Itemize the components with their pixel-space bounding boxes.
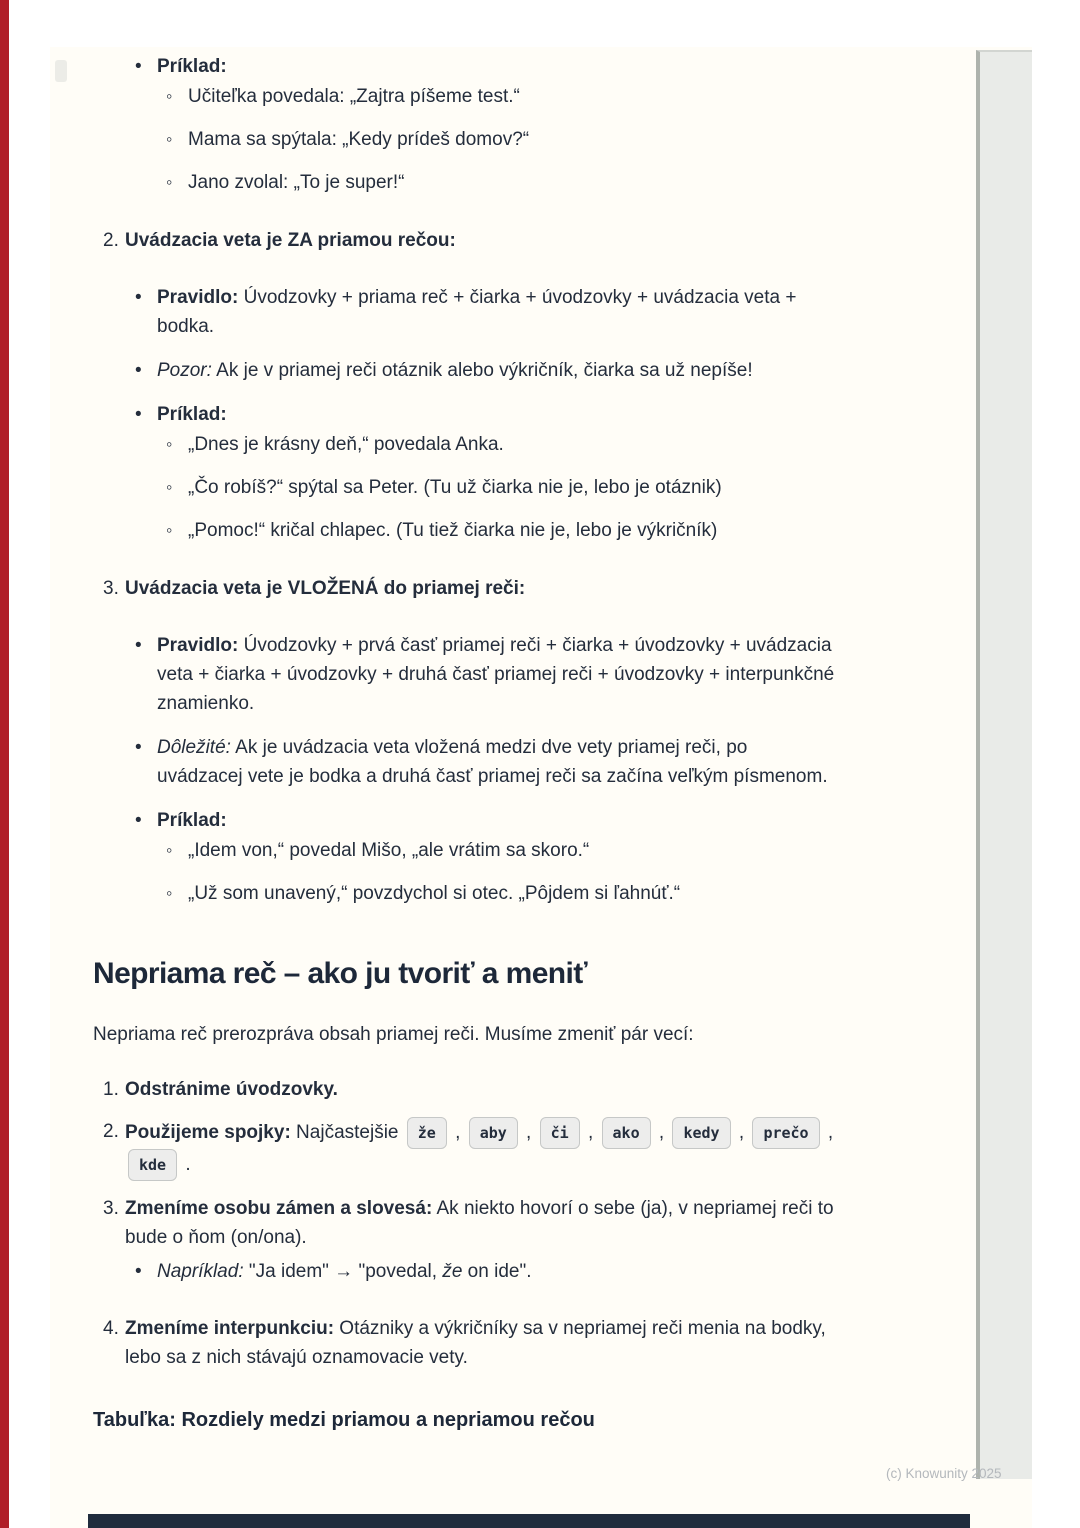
conjunction-badge: kedy	[672, 1117, 730, 1149]
text-segment: „Čo robíš?“ spýtal sa Peter. (Tu už čiarka nie je, lebo je otáznik)	[188, 477, 722, 498]
sub-bullet-item	[93, 473, 838, 502]
bullet-marker: •	[135, 56, 142, 77]
table-caption: Tabuľka: Rozdiely medzi priamou a nepriamou rečou	[93, 1409, 595, 1431]
item-text	[188, 430, 838, 459]
text-segment: Odstránime úvodzovky.	[125, 1079, 338, 1100]
text-segment: „Dnes je krásny deň,“ povedala Anka.	[188, 434, 504, 455]
item-number: 3.	[103, 578, 119, 599]
text-segment: Príklad:	[157, 56, 227, 77]
item-text	[188, 473, 838, 502]
bullet-marker: •	[135, 737, 142, 758]
content-area	[93, 52, 838, 1433]
item-text	[157, 400, 838, 429]
text-segment: Pravidlo:	[157, 287, 239, 308]
text-segment: Najčastejšie	[290, 1122, 404, 1143]
sub-bullet-item	[93, 430, 838, 459]
bullet-item	[93, 52, 838, 81]
numbered-item	[93, 1075, 838, 1104]
item-text	[188, 125, 838, 154]
circle-marker: ◦	[166, 172, 173, 192]
bullet-item	[93, 733, 838, 791]
text-segment: Použijeme spojky:	[125, 1122, 291, 1143]
text-segment: Zmeníme osobu zámen a slovesá:	[125, 1198, 433, 1219]
text-segment: ,	[449, 1122, 466, 1143]
item-text	[125, 226, 838, 255]
bullet-marker: •	[135, 810, 142, 831]
direct-speech-rules-list	[93, 52, 838, 908]
item-number: 2.	[103, 1121, 119, 1142]
item-text	[188, 836, 838, 865]
sub-bullet-item	[93, 516, 838, 545]
item-text	[125, 1194, 838, 1252]
circle-marker: ◦	[166, 477, 173, 497]
circle-marker: ◦	[166, 883, 173, 903]
text-segment: „Pomoc!“ kričal chlapec. (Tu tiež čiarka nie je, lebo je výkričník)	[188, 520, 718, 541]
bullet-marker: •	[135, 1261, 142, 1282]
sub-bullet-item	[93, 82, 838, 111]
text-segment: Otázniky a výkričníky sa v nepriamej reči menia na bodky, lebo sa z nich stávajú oznamovacie vety.	[125, 1318, 826, 1368]
sub-bullet-item	[93, 836, 838, 865]
sub-bullet-item	[93, 125, 838, 154]
item-number: 1.	[103, 1079, 119, 1100]
text-segment: Úvodzovky + priama reč + čiarka + úvodzovky + uvádzacia veta + bodka.	[157, 287, 797, 337]
circle-marker: ◦	[166, 86, 173, 106]
conjunction-badge: ako	[602, 1117, 651, 1149]
sub-bullet-item	[93, 168, 838, 197]
numbered-item	[93, 574, 838, 603]
text-segment: ,	[582, 1122, 599, 1143]
item-text	[125, 574, 838, 603]
text-segment: ,	[653, 1122, 670, 1143]
bullet-item	[93, 400, 838, 429]
text-segment: ,	[733, 1122, 750, 1143]
numbered-item	[93, 1314, 838, 1372]
conjunction-badge: či	[540, 1117, 580, 1149]
conjunction-badge: prečo	[752, 1117, 819, 1149]
item-number: 3.	[103, 1198, 119, 1219]
item-text	[157, 52, 838, 81]
item-text	[157, 806, 838, 835]
section-heading: Nepriama reč – ako ju tvoriť a meniť	[93, 957, 588, 990]
text-segment: Učiteľka povedala: „Zajtra píšeme test.“	[188, 86, 520, 107]
item-text	[125, 1314, 838, 1372]
circle-marker: ◦	[166, 520, 173, 540]
text-segment: Jano zvolal: „To je super!“	[188, 172, 405, 193]
item-text	[157, 356, 838, 385]
item-text	[188, 168, 838, 197]
bullet-item	[93, 1257, 838, 1286]
bullet-item	[93, 631, 838, 718]
text-segment: Ak niekto hovorí o sebe (ja), v nepriamej reči to bude o ňom (on/ona).	[125, 1198, 834, 1248]
left-accent-border	[0, 0, 9, 1528]
text-segment: Dôležité:	[157, 737, 231, 758]
conjunction-badge: že	[407, 1117, 447, 1149]
text-segment: ,	[822, 1122, 834, 1143]
text-segment: Pozor:	[157, 360, 212, 381]
text-segment: Mama sa spýtala: „Kedy prídeš domov?“	[188, 129, 530, 150]
item-number: 4.	[103, 1318, 119, 1339]
item-text	[157, 733, 838, 791]
bullet-item	[93, 806, 838, 835]
text-segment: ,	[520, 1122, 537, 1143]
text-segment: Príklad:	[157, 810, 227, 831]
text-segment: on ide".	[462, 1261, 532, 1282]
watermark: (c) Knowunity 2025	[886, 1466, 1002, 1481]
text-segment: Ak je uvádzacia veta vložená medzi dve vety priamej reči, po uvádzacej vete je bodka a druhá časť priamej reči sa začína veľkým písmenom.	[157, 737, 828, 787]
item-text	[157, 1257, 838, 1286]
item-text	[125, 1117, 838, 1181]
item-text	[125, 1075, 838, 1104]
circle-marker: ◦	[166, 840, 173, 860]
conjunction-badge: kde	[128, 1149, 177, 1181]
bullet-item	[93, 283, 838, 341]
text-segment: že	[442, 1261, 463, 1282]
text-segment: Zmeníme interpunkciu:	[125, 1318, 335, 1339]
scrollbar-track[interactable]	[976, 50, 1032, 1479]
item-text	[188, 879, 838, 908]
conjunction-badge: aby	[469, 1117, 518, 1149]
bullet-marker: •	[135, 287, 142, 308]
table-header-bar	[88, 1514, 970, 1528]
text-segment: Uvádzacia veta je VLOŽENÁ do priamej reči:	[125, 578, 526, 599]
text-segment: Príklad:	[157, 404, 227, 425]
bullet-item	[93, 356, 838, 385]
sub-bullet-item	[93, 879, 838, 908]
numbered-item	[93, 1194, 838, 1252]
item-text	[188, 516, 838, 545]
item-text	[188, 82, 838, 111]
text-segment: Napríklad:	[157, 1261, 244, 1282]
text-segment: „Už som unavený,“ povzdychol si otec. „Pôjdem si ľahnúť.“	[188, 883, 681, 904]
item-number: 2.	[103, 230, 119, 251]
circle-marker: ◦	[166, 434, 173, 454]
bullet-marker: •	[135, 360, 142, 381]
text-segment: Uvádzacia veta je ZA priamou rečou:	[125, 230, 456, 251]
text-segment: Úvodzovky + prvá časť priamej reči + čiarka + úvodzovky + uvádzacia veta + čiarka + úvodzovky + druhá časť priamej reči + úvodzovky + interpunkčné znamienko.	[157, 635, 835, 714]
bullet-marker: •	[135, 635, 142, 656]
numbered-item	[93, 1117, 838, 1181]
text-segment: Ak je v priamej reči otáznik alebo výkričník, čiarka sa už nepíše!	[211, 360, 753, 381]
text-segment: „Idem von,“ povedal Mišo, „ale vrátim sa skoro.“	[188, 840, 590, 861]
bullet-marker: •	[135, 404, 142, 425]
text-segment: Pravidlo:	[157, 635, 239, 656]
text-segment: "Ja idem" → "povedal,	[243, 1261, 443, 1282]
item-text	[157, 631, 838, 718]
item-text	[157, 283, 838, 341]
text-segment: .	[180, 1154, 191, 1175]
intro-paragraph: Nepriama reč prerozpráva obsah priamej reči. Musíme zmeniť pár vecí:	[93, 1024, 694, 1045]
indirect-speech-steps-list	[93, 1075, 838, 1372]
numbered-item	[93, 226, 838, 255]
circle-marker: ◦	[166, 129, 173, 149]
page-edge-artifact	[55, 60, 67, 82]
